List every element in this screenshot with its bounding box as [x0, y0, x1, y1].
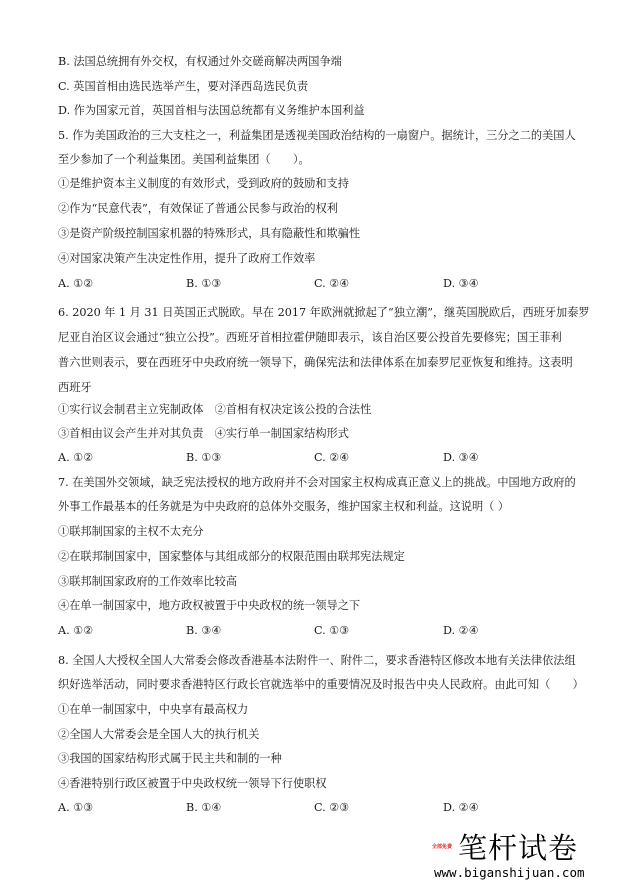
q5-stem-line-1: 5. 作为美国政治的三大支柱之一，利益集团是透视美国政治结构的一扇窗户。据统计，三分之二的美国人	[58, 129, 576, 142]
q6-stem-line-2: 尼亚自治区议会通过“独立公投”。西班牙首相拉霍伊随即表示，该自治区要公投首先要修宪；国王菲利	[58, 331, 562, 344]
q4-option-d: D. 作为国家元首，英国首相与法国总统都有义务维护本国利益	[58, 104, 365, 117]
q7-choice-b: B. ③④	[186, 624, 222, 637]
q8-choice-d: D. ②④	[443, 801, 479, 814]
q8-choice-c: C. ②③	[314, 801, 350, 814]
q7-statement-3: ③联邦制国家政府的工作效率比较高	[58, 575, 238, 588]
q6-statements-1: ①实行议会制君主立宪制政体 ②首相有权决定该公投的合法性	[58, 403, 372, 416]
q6-stem-line-3: 普六世则表示，要在西班牙中央政府统一领导下，确保宪法和法律体系在加泰罗尼亚恢复和维持。这表明	[58, 356, 573, 369]
q7-choice-a: A. ①②	[58, 624, 94, 637]
q5-statement-4: ④对国家决策产生决定性作用，提升了政府工作效率	[58, 252, 316, 265]
watermark-logo	[432, 832, 622, 882]
q7-choice-d: D. ②④	[443, 624, 479, 637]
q4-option-b: B. 法国总统拥有外交权，有权通过外交磋商解决两国争端	[58, 55, 342, 68]
q8-stem-line-1: 8. 全国人大授权全国人大常委会修改香港基本法附件一、附件二，要求香港特区修改本地有关法律依法组	[58, 654, 576, 667]
q5-choice-c: C. ②④	[314, 277, 350, 290]
q5-stem-line-2: 至少参加了一个利益集团。美国利益集团（ ）。	[58, 153, 310, 166]
q5-statement-2: ②作为“民意代表”，有效保证了普通公民参与政治的权利	[58, 202, 338, 215]
q7-choice-c: C. ①③	[314, 624, 350, 637]
q7-statement-2: ②在联邦制国家中，国家整体与其组成部分的权限范围由联邦宪法规定	[58, 550, 405, 563]
q8-statement-4: ④香港特别行政区被置于中央政权统一领导下行使职权	[58, 777, 327, 790]
q6-stem-line-4: 西班牙	[58, 381, 92, 394]
q8-statement-3: ③我国的国家结构形式属于民主共和制的一种	[58, 752, 282, 765]
q5-statement-1: ①是维护资本主义制度的有效形式，受到政府的鼓励和支持	[58, 177, 349, 190]
q7-stem-line-1: 7. 在美国外交领域，缺乏宪法授权的地方政府并不会对国家主权构成真正意义上的挑战。中国地方政府的	[58, 476, 576, 489]
q6-choice-d: D. ③④	[443, 451, 479, 464]
q8-statement-2: ②全国人大常委会是全国人大的执行机关	[58, 728, 260, 741]
watermark-url: www.biganshijuan.com	[434, 865, 585, 880]
q6-stem-line-1: 6. 2020 年 1 月 31 日英国正式脱欧。早在 2017 年欧洲就掀起了“独立潮”，继英国脱欧后，西班牙加泰罗	[58, 306, 590, 319]
q6-choice-a: A. ①②	[58, 451, 94, 464]
q5-choice-d: D. ③④	[443, 277, 479, 290]
q6-choice-c: C. ②④	[314, 451, 350, 464]
q8-choice-b: B. ①④	[186, 801, 222, 814]
q6-statements-2: ③首相由议会产生并对其负责 ④实行单一制国家结构形式	[58, 427, 349, 440]
q5-choice-a: A. ①②	[58, 277, 94, 290]
q8-stem-line-2: 织好选举活动，同时要求香港特区行政长官就选举中的重要情况及时报告中央人民政府。由此可知（ ）	[58, 678, 584, 691]
q4-option-c: C. 英国首相由选民选举产生，要对泽西岛选民负责	[58, 80, 309, 93]
watermark-title: 笔杆试卷	[458, 831, 579, 865]
q7-stem-line-2: 外事工作最基本的任务就是为中央政府的总体外交服务，维护国家主权和利益。这说明（ ）	[58, 500, 510, 513]
q7-statement-4: ④在单一制国家中，地方政权被置于中央政权的统一领导之下	[58, 599, 361, 612]
q8-choice-a: A. ①③	[58, 801, 94, 814]
q8-statement-1: ①在单一制国家中，中央享有最高权力	[58, 703, 249, 716]
watermark-badge: 全部免费	[432, 844, 453, 850]
q5-statement-3: ③是资产阶级控制国家机器的特殊形式，具有隐蔽性和欺骗性	[58, 227, 361, 240]
q7-statement-1: ①联邦制国家的主权不太充分	[58, 525, 204, 538]
q5-choice-b: B. ①③	[186, 277, 222, 290]
q6-choice-b: B. ①③	[186, 451, 222, 464]
